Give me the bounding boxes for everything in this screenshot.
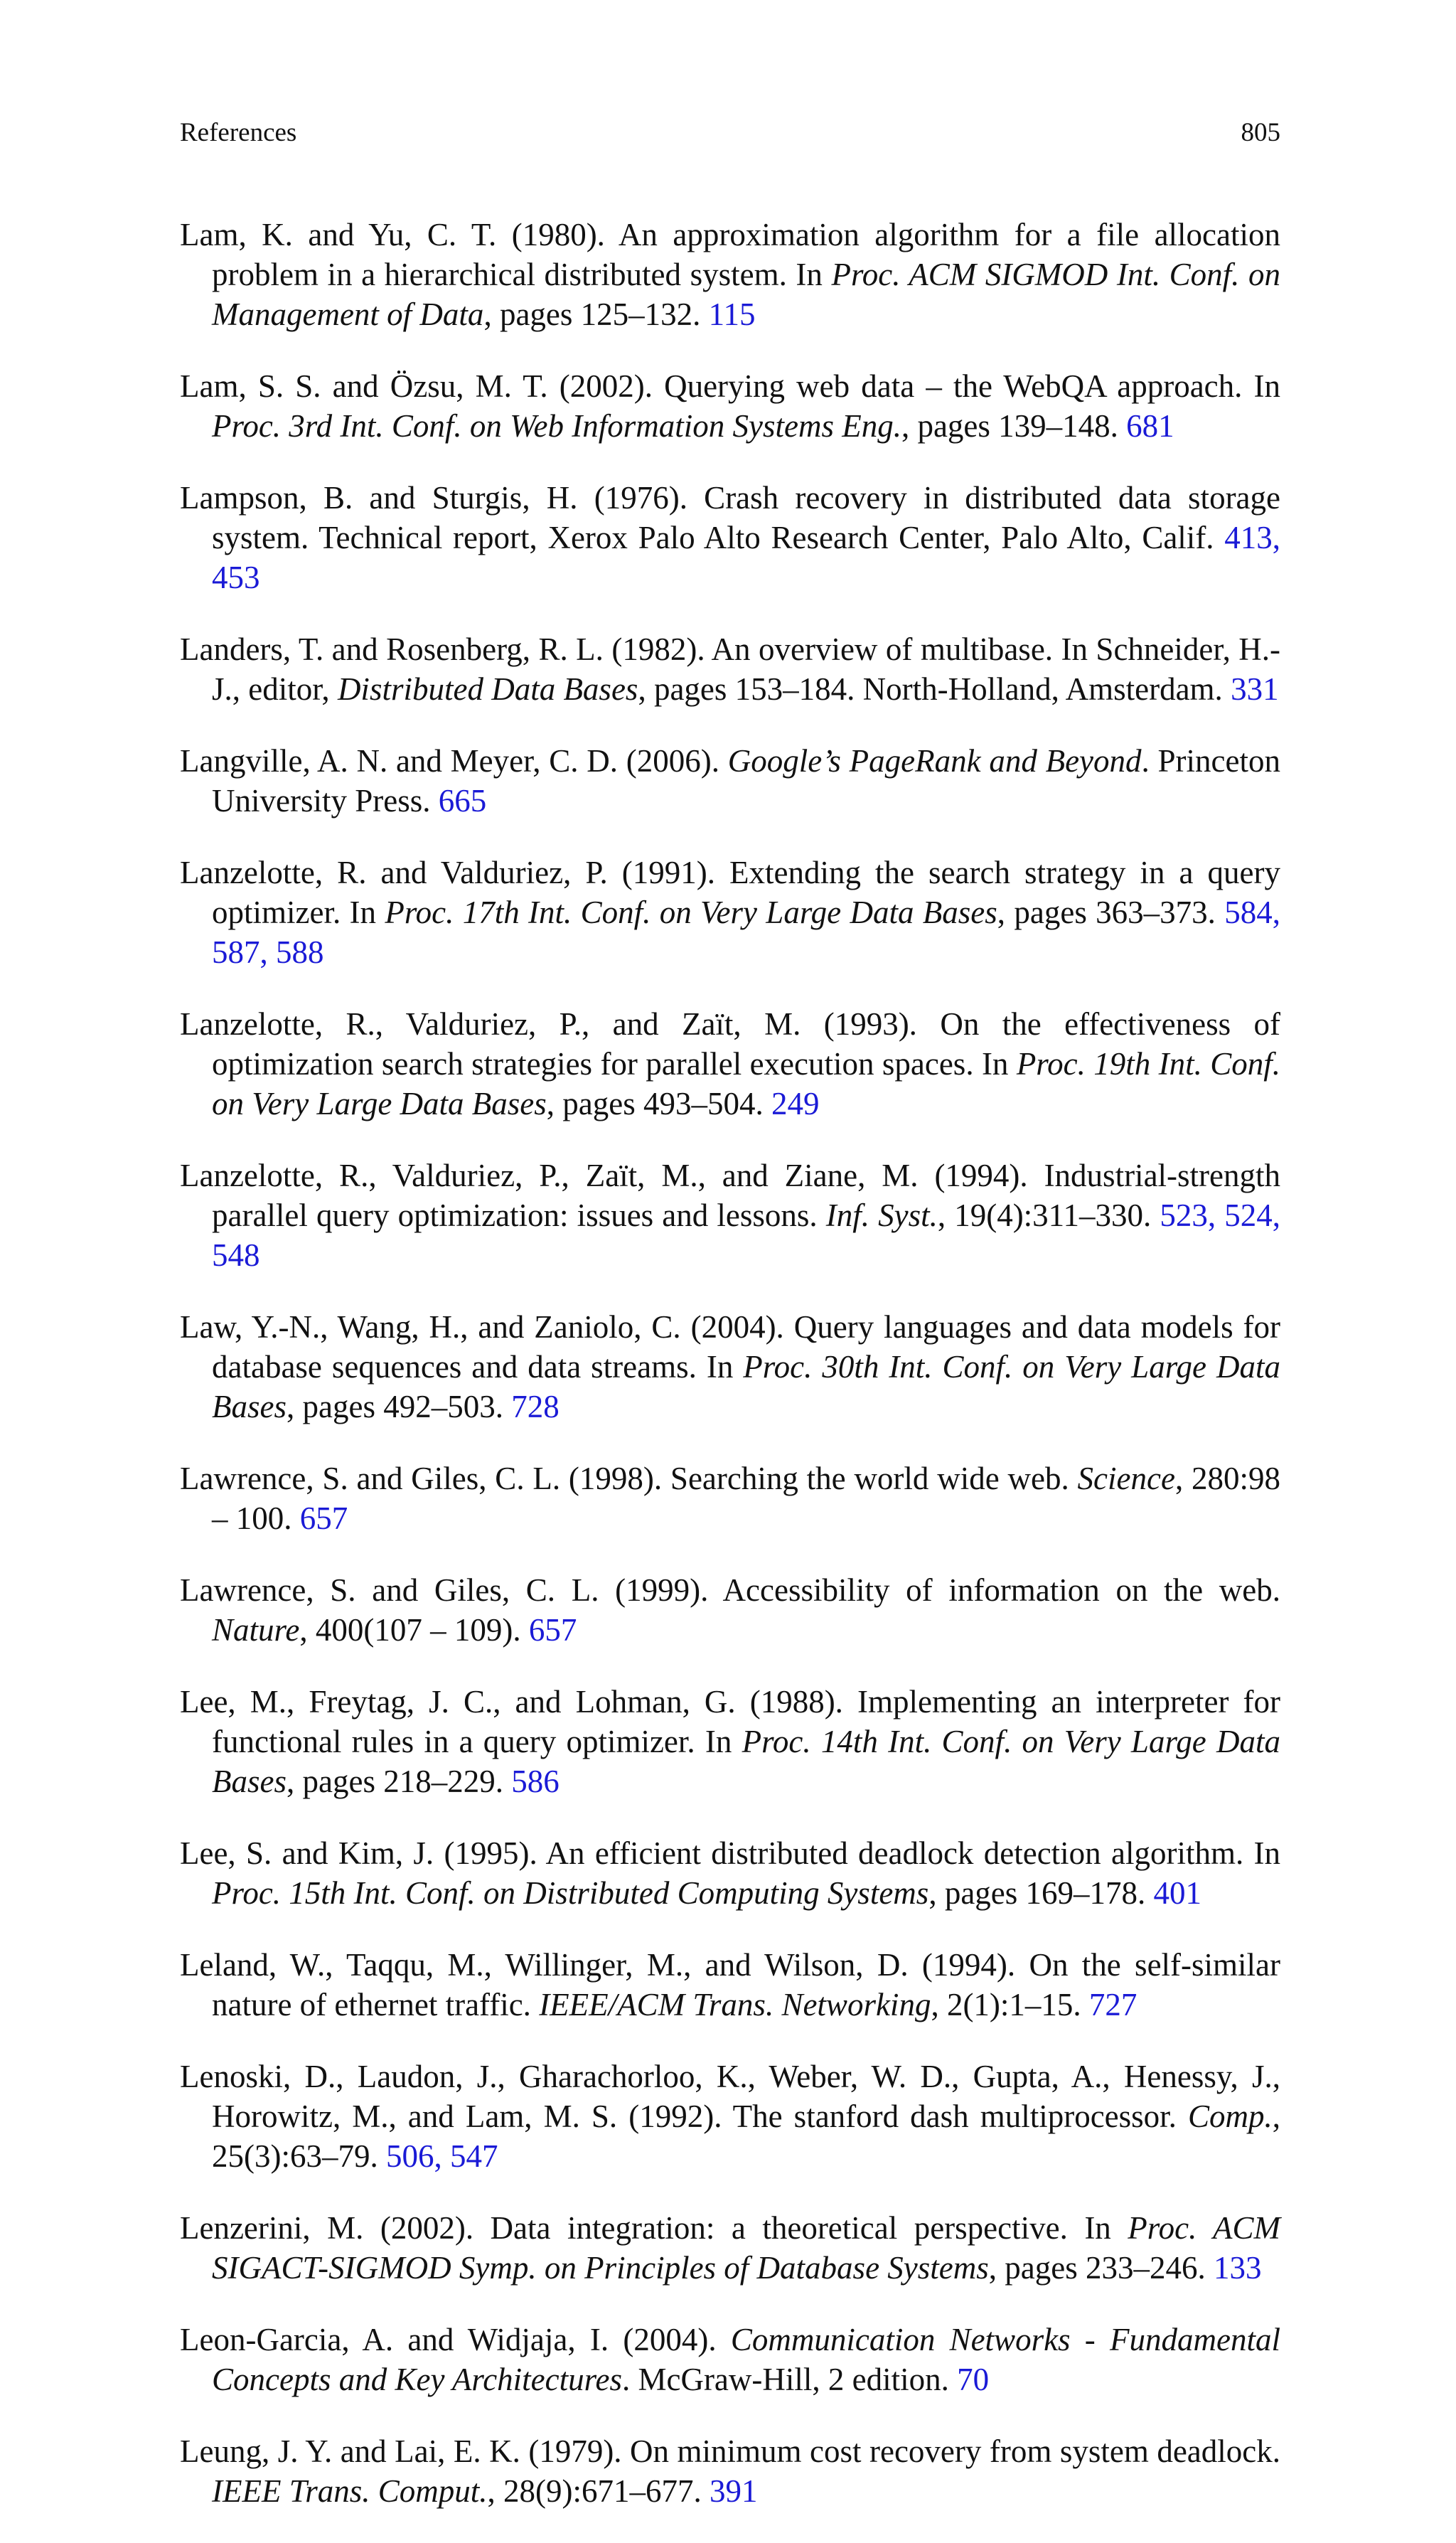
reference-text: Lanzelotte, R. and Valduriez, P. (1991). Extending the search strategy in a query optimizer. In — [180, 855, 1280, 930]
reference-details: , pages 139–148. — [901, 408, 1127, 444]
reference-venue: Nature — [212, 1612, 300, 1648]
page-backref-link[interactable]: 70 — [957, 2362, 990, 2397]
page-backref-link[interactable]: 506, 547 — [385, 2138, 498, 2174]
page-number: 805 — [1241, 118, 1280, 147]
reference-entry — [180, 1004, 1280, 1124]
reference-text: Lawrence, S. and Giles, C. L. (1998). Searching the world wide web. — [180, 1461, 1078, 1496]
page-backref-link[interactable]: 401 — [1153, 1875, 1202, 1911]
page-backref-link[interactable]: 584, 587, 588 — [212, 895, 1280, 970]
reference-venue: Proc. 3rd Int. Conf. on Web Information Systems Eng. — [212, 408, 901, 444]
reference-venue: IEEE/ACM Trans. Networking — [539, 1987, 931, 2022]
reference-details: . Princeton University Press. — [212, 743, 1280, 819]
page-backref-link[interactable]: 413, 453 — [212, 520, 1280, 595]
reference-details: , pages 169–178. — [928, 1875, 1154, 1911]
reference-details: . McGraw-Hill, 2 edition. — [621, 2362, 958, 2397]
page-backref-link[interactable]: 586 — [511, 1764, 560, 1799]
page-backref-link[interactable]: 331 — [1231, 671, 1279, 707]
reference-text: Lampson, B. and Sturgis, H. (1976). Crash recovery in distributed data storage system. Technical report, Xerox Palo Alto Research Center, Palo Alto, Calif. — [180, 480, 1280, 555]
reference-venue: IEEE Trans. Comput. — [212, 2473, 488, 2509]
page-backref-link[interactable]: 523, 524, 548 — [212, 1198, 1280, 1273]
reference-details: , pages 218–229. — [287, 1764, 512, 1799]
reference-venue: Science — [1077, 1461, 1175, 1496]
reference-text: Lee, M., Freytag, J. C., and Lohman, G. (1988). Implementing an interpreter for functional rules in a query optimizer. In — [180, 1684, 1280, 1759]
reference-venue: Distributed Data Bases — [337, 671, 638, 707]
reference-venue: Comp. — [1187, 2099, 1273, 2134]
reference-text: Lam, K. and Yu, C. T. (1980). An approximation algorithm for a file allocation problem in a hierarchical distributed system. In — [180, 217, 1280, 292]
reference-details: , 280:98 – 100. — [212, 1461, 1280, 1536]
page-backref-link[interactable]: 249 — [771, 1086, 820, 1121]
reference-entry — [180, 1945, 1280, 2025]
reference-details: , 19(4):311–330. — [937, 1198, 1160, 1233]
page-header — [180, 115, 1280, 151]
reference-details: , 2(1):1–15. — [931, 1987, 1089, 2022]
reference-text: Lam, S. S. and Özsu, M. T. (2002). Querying web data – the WebQA approach. In — [180, 368, 1280, 404]
page-backref-link[interactable]: 727 — [1088, 1987, 1138, 2022]
reference-text: Law, Y.-N., Wang, H., and Zaniolo, C. (2004). Query languages and data models for database sequences and data streams. In — [180, 1309, 1280, 1385]
reference-entry — [180, 2057, 1280, 2176]
page-backref-link[interactable]: 665 — [438, 783, 487, 819]
reference-entry — [180, 478, 1280, 597]
reference-details: , pages 493–504. — [546, 1086, 772, 1121]
reference-entry — [180, 1570, 1280, 1650]
reference-text: Leland, W., Taqqu, M., Willinger, M., and Wilson, D. (1994). On the self-similar nature of ethernet traffic. — [180, 1947, 1280, 2022]
page-backref-link[interactable]: 133 — [1214, 2250, 1262, 2286]
page-backref-link[interactable]: 728 — [511, 1389, 560, 1424]
page-backref-link[interactable]: 657 — [528, 1612, 577, 1648]
reference-entry — [180, 741, 1280, 821]
reference-entry — [180, 629, 1280, 709]
reference-list — [180, 183, 1280, 2543]
reference-venue: Proc. 17th Int. Conf. on Very Large Data Bases — [385, 895, 997, 930]
reference-venue: Proc. ACM SIGACT-SIGMOD Symp. on Principles of Database Systems — [212, 2210, 1280, 2286]
reference-text: Lanzelotte, R., Valduriez, P., and Zaït, M. (1993). On the effectiveness of optimization search strategies for parallel execution spaces. In — [180, 1006, 1280, 1082]
reference-details: , 28(9):671–677. — [487, 2473, 710, 2509]
page-backref-link[interactable]: 115 — [708, 297, 756, 332]
page-backref-link[interactable]: 657 — [299, 1500, 348, 1536]
reference-entry — [180, 366, 1280, 446]
reference-venue: Inf. Syst. — [825, 1198, 938, 1233]
reference-details: , pages 492–503. — [287, 1389, 512, 1424]
reference-text: Lanzelotte, R., Valduriez, P., Zaït, M., and Ziane, M. (1994). Industrial-strength parallel query optimization: issues and lessons. — [180, 1158, 1280, 1233]
reference-details: , pages 363–373. — [997, 895, 1225, 930]
reference-text: Lawrence, S. and Giles, C. L. (1999). Accessibility of information on the web. — [180, 1572, 1280, 1608]
page-backref-link[interactable]: 681 — [1126, 408, 1174, 444]
reference-text: Lenzerini, M. (2002). Data integration: a theoretical perspective. In — [180, 2210, 1128, 2246]
reference-details: , 25(3):63–79. — [212, 2099, 1280, 2174]
reference-text: Landers, T. and Rosenberg, R. L. (1982). An overview of multibase. In Schneider, H.-J., editor, — [180, 631, 1280, 707]
reference-entry — [180, 1833, 1280, 1913]
reference-details: , pages 153–184. North-Holland, Amsterdam. — [638, 671, 1231, 707]
reference-details: , 400(107 – 109). — [299, 1612, 529, 1648]
running-head: References — [180, 118, 297, 147]
reference-venue: Communication Networks - Fundamental Concepts and Key Architectures — [212, 2322, 1280, 2397]
reference-entry — [180, 2208, 1280, 2288]
reference-venue: Proc. 14th Int. Conf. on Very Large Data Bases — [212, 1724, 1280, 1799]
reference-entry — [180, 1459, 1280, 1538]
reference-venue: Proc. 30th Int. Conf. on Very Large Data Bases — [212, 1349, 1280, 1424]
reference-entry — [180, 1682, 1280, 1801]
reference-text: Lenoski, D., Laudon, J., Gharachorloo, K., Weber, W. D., Gupta, A., Henessy, J., Horowitz, M., and Lam, M. S. (1992). The stanford dash multiprocessor. — [180, 2059, 1280, 2134]
reference-venue: Proc. 15th Int. Conf. on Distributed Computing Systems — [212, 1875, 929, 1911]
reference-entry — [180, 853, 1280, 972]
page-backref-link[interactable]: 391 — [710, 2473, 758, 2509]
reference-text: Langville, A. N. and Meyer, C. D. (2006). — [180, 743, 728, 779]
reference-venue: Proc. 19th Int. Conf. on Very Large Data Bases — [212, 1046, 1280, 1121]
reference-details: , pages 125–132. — [483, 297, 709, 332]
reference-venue: Google’s PageRank and Beyond — [727, 743, 1142, 779]
reference-entry — [180, 1307, 1280, 1427]
reference-entry — [180, 1156, 1280, 1275]
reference-text: Lee, S. and Kim, J. (1995). An efficient distributed deadlock detection algorithm. In — [180, 1835, 1280, 1871]
reference-entry — [180, 215, 1280, 334]
reference-entry — [180, 2320, 1280, 2399]
reference-text: Leon-Garcia, A. and Widjaja, I. (2004). — [180, 2322, 731, 2357]
reference-text: Leung, J. Y. and Lai, E. K. (1979). On minimum cost recovery from system deadlock. — [180, 2433, 1280, 2469]
reference-details: , pages 233–246. — [988, 2250, 1214, 2286]
reference-venue: Proc. ACM SIGMOD Int. Conf. on Management of Data — [212, 257, 1280, 332]
reference-entry — [180, 2431, 1280, 2511]
